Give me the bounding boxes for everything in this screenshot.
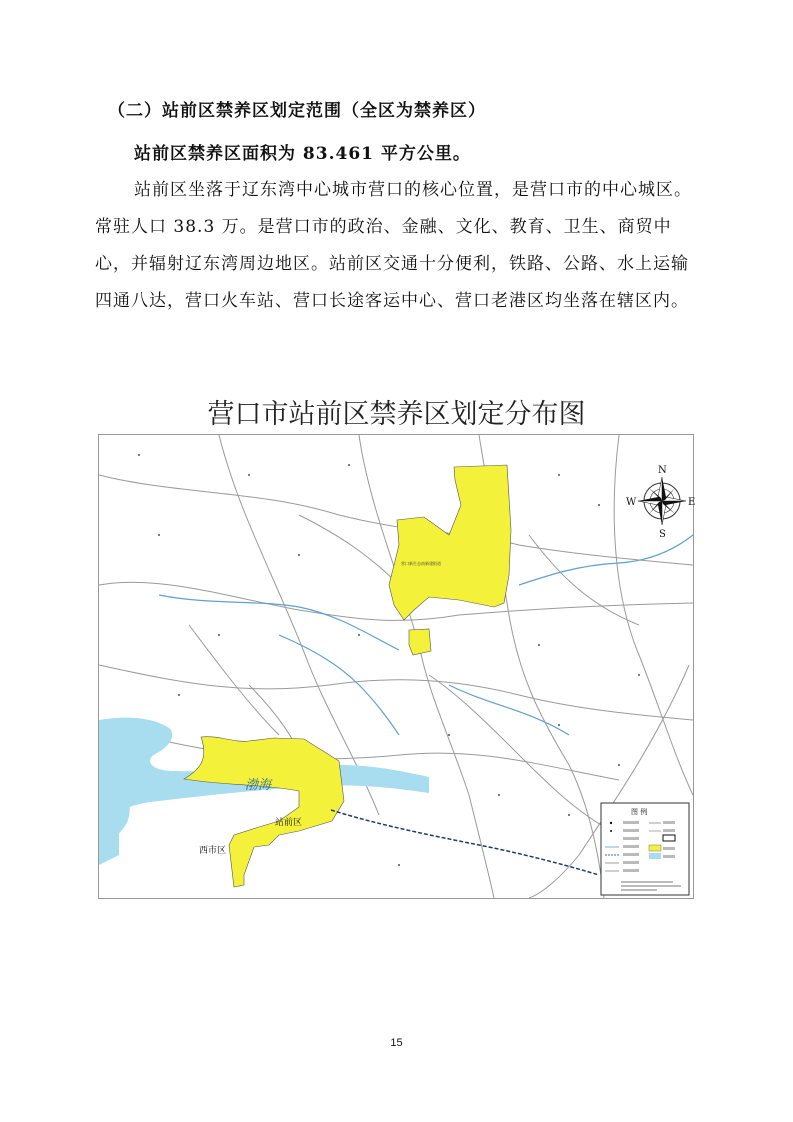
zone-north: [389, 465, 511, 620]
area-statement: 站前区禁养区面积为 83.461 平方公里。: [134, 144, 471, 164]
place-markers: [138, 454, 640, 866]
legend-boundary-swatch: [663, 835, 675, 841]
zone-label: 营口新生态南新建街道: [401, 561, 441, 566]
sea-label: 渤海: [245, 778, 272, 793]
page-number: 15: [390, 1037, 403, 1049]
legend-water-swatch: [649, 853, 661, 859]
paragraph-text: 站前区坐落于辽东湾中心城市营口的核心位置，是营口市的中心城区。常驻人口 38.3 万。是营口市的政治、金融、文化、教育、卫生、商贸中心，并辐射辽东湾周边地区。站前区交通十分便利，铁路、公路、水上运输四通八达，营口火车站、营口长途客运中心、营口老港区均坐落在辖区内。: [95, 180, 692, 311]
zone-main: [184, 737, 344, 887]
compass-rose: [626, 465, 695, 540]
map-canvas: [99, 435, 696, 898]
railway-line: [331, 810, 599, 875]
body-paragraph: [95, 172, 705, 320]
map-legend: [601, 803, 689, 895]
map-title: 营口市站前区禁养区划定分布图: [207, 399, 586, 430]
legend-title: 图 例: [631, 808, 648, 816]
compass-n: N: [658, 465, 667, 476]
yellow-zones: [184, 465, 511, 887]
zone-map: [98, 434, 694, 899]
compass-w: W: [626, 497, 637, 508]
compass-e: E: [688, 497, 696, 508]
district-label: 站前区: [275, 818, 303, 828]
section-heading: （二）站前区禁养区划定范围（全区为禁养区）: [108, 101, 486, 121]
legend-zone-swatch: [649, 845, 661, 851]
zone-small: [409, 629, 431, 655]
compass-s: S: [659, 529, 666, 540]
neighbor-district-label: 西市区: [199, 846, 227, 856]
